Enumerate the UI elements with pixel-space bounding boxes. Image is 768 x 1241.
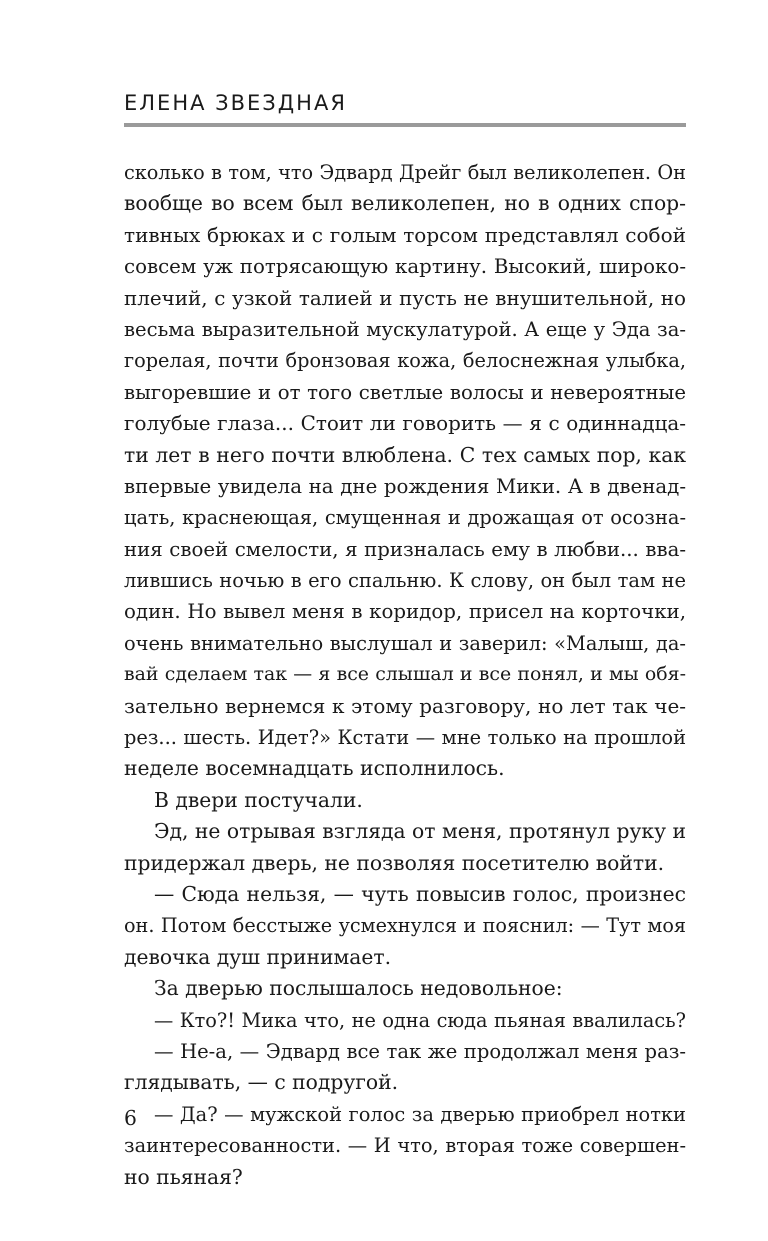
page-number: 6 — [124, 1106, 137, 1130]
text-line: он. Потом бесстыже усмехнулся и пояснил: — Тут моя — [124, 914, 686, 938]
text-line: — Не-а, — Эдвард все так же продолжал меня раз- — [154, 1039, 686, 1063]
text-line: сколько в том, что Эдвард Дрейг был великолепен. Он — [124, 161, 686, 184]
text-line: За дверью послышалось недовольное: — [154, 976, 563, 1001]
text-line: девочка душ принимает. — [124, 944, 392, 969]
text-line: но пьяная? — [124, 1164, 243, 1189]
text-line: голубые глаза... Стоит ли говорить — я с одиннадца- — [124, 411, 686, 436]
text-line: выгоревшие и от того светлые волосы и невероятные — [124, 380, 686, 404]
text-line: лившись ночью в его спальню. К слову, он был там не — [124, 569, 686, 593]
text-line: цать, краснеющая, смущенная и дрожащая от осозна- — [124, 506, 686, 530]
header-rule — [124, 123, 686, 127]
text-line: рез... шесть. Идет?» Кстати — мне только на прошлой — [124, 726, 686, 750]
text-line: ния своей смелости, я призналась ему в любви... вва- — [124, 537, 686, 561]
text-line: заинтересованности. — И что, вторая тоже совершен- — [124, 1134, 686, 1158]
text-line: плечий, с узкой талией и пусть не внушительной, но — [124, 286, 686, 310]
text-line: Эд, не отрывая взгляда от меня, протянул руку и — [154, 819, 686, 844]
text-line: вообще во всем был великолепен, но в одних спор- — [124, 191, 686, 216]
body-text — [124, 157, 686, 1193]
text-line: глядывать, — с подругой. — [124, 1070, 399, 1095]
text-line: тивных брюках и с голым торсом представлял собой — [124, 222, 686, 247]
text-line: один. Но вывел меня в коридор, присел на корточки, — [124, 600, 686, 624]
text-line: впервые увидела на дне рождения Мики. А в двенад- — [124, 474, 686, 498]
text-line: В двери постучали. — [154, 787, 363, 812]
text-line: очень внимательно выслушал и заверил: «Малыш, да- — [124, 631, 686, 655]
text-line: — Сюда нельзя, — чуть повысив голос, произнес — [154, 881, 686, 906]
text-line: весьма выразительной мускулатурой. А еще у Эда за- — [124, 317, 686, 341]
text-line: вай сделаем так — я все слышал и все понял, и мы обя- — [124, 663, 686, 686]
text-line: зательно вернемся к этому разговору, но лет так че- — [124, 693, 686, 718]
text-line: — Кто?! Мика что, не одна сюда пьяная ввалилась? — [154, 1008, 686, 1032]
text-line: совсем уж потрясающую картину. Высокий, широко- — [124, 255, 686, 279]
text-line: — Да? — мужской голос за дверью приобрел нотки — [154, 1102, 686, 1126]
text-line: придержал дверь, не позволяя посетителю войти. — [124, 850, 665, 875]
running-head: ЕЛЕНА ЗВЕЗДНАЯ — [124, 91, 347, 115]
text-line: ти лет в него почти влюблена. С тех самых пор, как — [124, 442, 686, 467]
text-line: горелая, почти бронзовая кожа, белоснежная улыбка, — [124, 349, 686, 373]
text-line: неделе восемнадцать исполнилось. — [124, 756, 505, 781]
